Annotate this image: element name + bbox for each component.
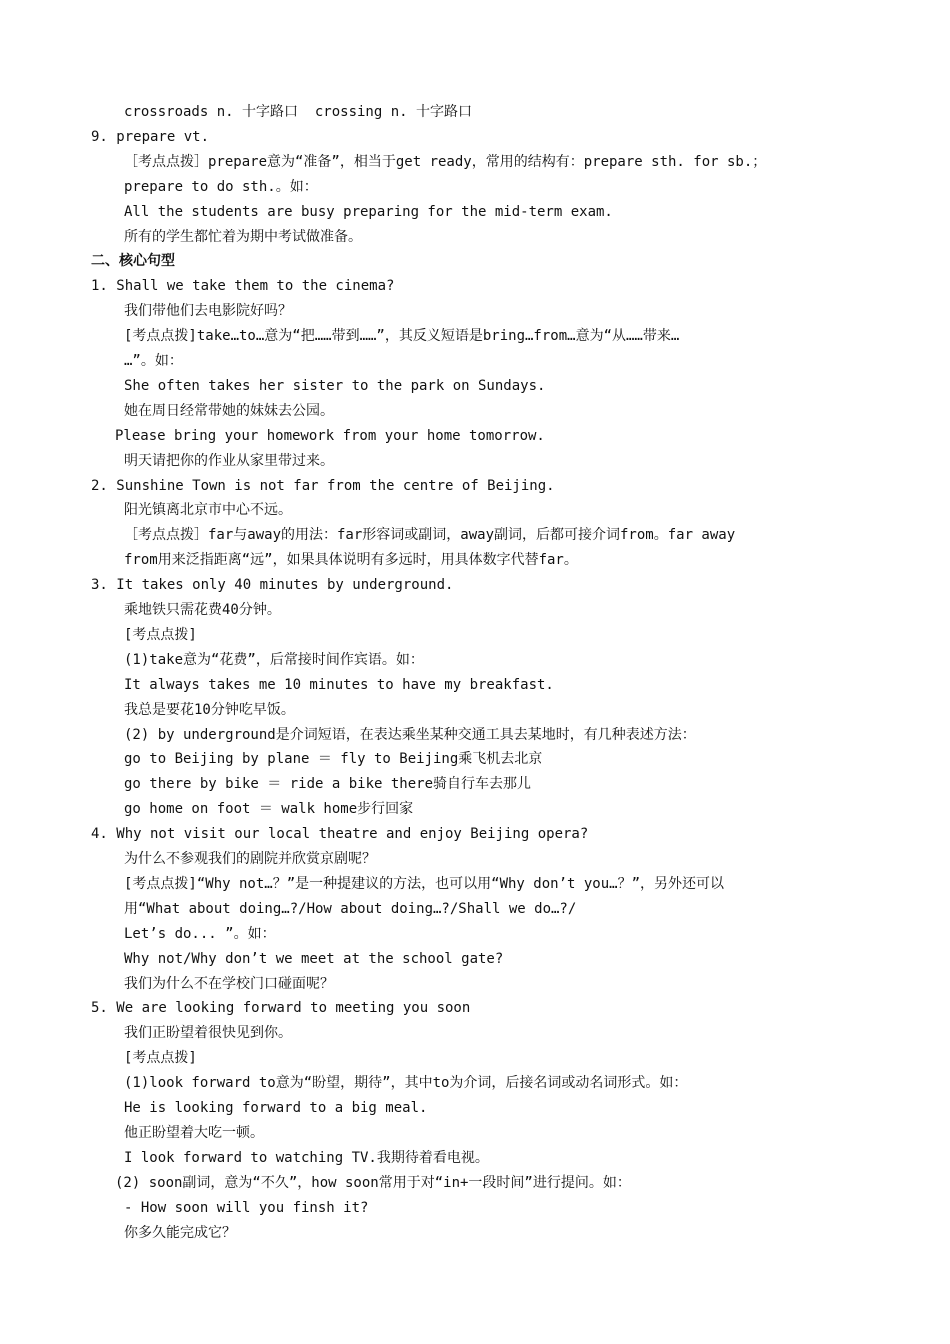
text-line: crossroads n. 十字路口 crossing n. 十字路口 [124, 104, 473, 120]
text-line: prepare to do sth.。如： [124, 179, 318, 195]
text-line: 她在周日经常带她的妹妹去公园。 [124, 403, 334, 419]
text-line: 明天请把你的作业从家里带过来。 [124, 453, 334, 469]
text-line: [考点点拨] [124, 1050, 197, 1066]
text-line: She often takes her sister to the park on Sundays. [124, 378, 546, 394]
text-line: 9. prepare vt. [91, 129, 210, 145]
text-line: - How soon will you finsh it? [124, 1200, 369, 1216]
text-line: …”。如： [124, 353, 183, 369]
text-line: 所有的学生都忙着为期中考试做准备。 [124, 229, 362, 245]
text-line: 我们正盼望着很快见到你。 [124, 1025, 292, 1041]
text-line: 我们带他们去电影院好吗？ [124, 303, 292, 319]
text-line: 2. Sunshine Town is not far from the centre of Beijing. [91, 478, 555, 494]
text-line: 阳光镇离北京市中心不远。 [124, 502, 292, 518]
text-line: 3. It takes only 40 minutes by underground. [91, 577, 454, 593]
text-line: (2) by underground是介词短语，在表达乘坐某种交通工具去某地时，有几种表述方法： [124, 727, 696, 743]
text-line: go there by bike ＝ ride a bike there骑自行车去那儿 [124, 776, 532, 792]
text-line: 用“What about doing…?/How about doing…?/Shall we do…?/ [124, 901, 577, 917]
text-line: 乘地铁只需花费40分钟。 [124, 602, 281, 618]
text-line: 我总是要花10分钟吃早饭。 [124, 702, 295, 718]
text-line: 5. We are looking forward to meeting you soon [91, 1000, 471, 1016]
text-line: Let’s do... ”。如： [124, 926, 276, 942]
text-line: go home on foot ＝ walk home步行回家 [124, 801, 414, 817]
text-line: go to Beijing by plane ＝ fly to Beijing乘飞机去北京 [124, 751, 543, 767]
text-line: [考点点拨]“Why not…？”是一种提建议的方法，也可以用“Why don’t you…？”，另外还可以 [124, 876, 725, 892]
text-line: [考点点拨]take…to…意为“把……带到……”，其反义短语是bring…from…意为“从……带来… [124, 328, 680, 344]
text-line: 我们为什么不在学校门口碰面呢？ [124, 976, 334, 992]
text-line: Why not/Why don’t we meet at the school gate? [124, 951, 504, 967]
text-line: Please bring your homework from your home tomorrow. [115, 428, 545, 444]
text-line: (1)take意为“花费”，后常接时间作宾语。如： [124, 652, 424, 668]
section-heading: 二、核心句型 [91, 253, 175, 269]
text-line: All the students are busy preparing for the mid-term exam. [124, 204, 613, 220]
text-line: 你多久能完成它？ [124, 1225, 236, 1241]
text-line: 1. Shall we take them to the cinema? [91, 278, 395, 294]
text-line: ［考点点拨］prepare意为“准备”，相当于get ready，常用的结构有：prepare sth. for sb.； [124, 154, 767, 170]
text-line: from用来泛指距离“远”，如果具体说明有多远时，用具体数字代替far。 [124, 552, 578, 568]
text-line: ［考点点拨］far与away的用法：far形容词或副词，away副词，后都可接介词from。far away [124, 527, 736, 543]
text-line: 他正盼望着大吃一顿。 [124, 1125, 264, 1141]
text-line: 为什么不参观我们的剧院并欣赏京剧呢？ [124, 851, 376, 867]
text-line: I look forward to watching TV.我期待着看电视。 [124, 1150, 489, 1166]
text-line: 4. Why not visit our local theatre and enjoy Beijing opera? [91, 826, 589, 842]
text-line: (2) soon副词，意为“不久”，how soon常用于对“in+一段时间”进行提问。如： [115, 1175, 631, 1191]
text-line: It always takes me 10 minutes to have my breakfast. [124, 677, 554, 693]
text-line: (1)look forward to意为“盼望，期待”，其中to为介词，后接名词或动名词形式。如： [124, 1075, 688, 1091]
text-line: [考点点拨] [124, 627, 197, 643]
text-line: He is looking forward to a big meal. [124, 1100, 428, 1116]
